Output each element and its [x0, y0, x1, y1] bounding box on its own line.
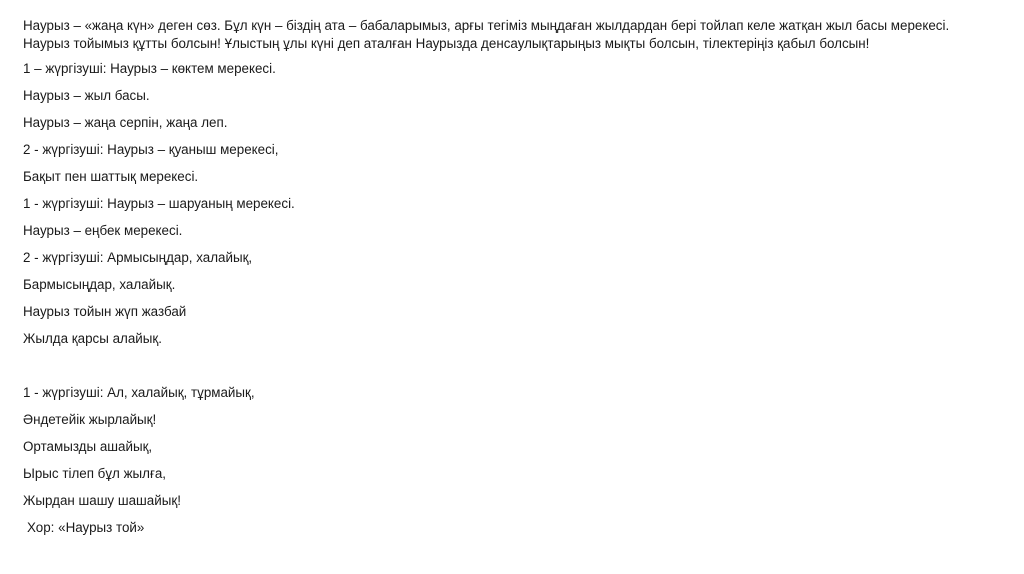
line-host2-greeting: 2 - жүргізуші: Армысыңдар, халайық,: [23, 250, 253, 265]
line-new-year: Наурыз – жыл басы.: [23, 88, 150, 103]
line-celebration: Наурыз тойын жүп жазбай: [23, 304, 187, 319]
line-sing: Әндетейік жырлайық!: [23, 412, 157, 427]
line-greeting-2: Бармысыңдар, халайық.: [23, 277, 176, 292]
intro-paragraph: [23, 17, 1013, 53]
line-host1-call: 1 - жүргізуші: Ал, халайық, тұрмайық,: [23, 385, 255, 400]
line-choir: Хор: «Наурыз той»: [27, 520, 145, 535]
line-labor: Наурыз – еңбек мерекесі.: [23, 223, 183, 238]
line-welcome-yearly: Жылда қарсы алайық.: [23, 331, 162, 346]
line-host1-spring: 1 – жүргізуші: Наурыз – көктем мерекесі.: [23, 61, 276, 76]
line-happiness: Бақыт пен шаттық мерекесі.: [23, 169, 199, 184]
intro-line-2: Наурыз тойымыз құтты болсын! Ұлыстың ұлы күні деп аталған Наурызда денсаулықтарыңыз мықты болсын, тілектеріңіз қабыл болсын!: [23, 36, 870, 51]
line-host2-joy: 2 - жүргізуші: Наурыз – қуаныш мерекесі,: [23, 142, 279, 157]
line-new-impulse: Наурыз – жаңа серпін, жаңа леп.: [23, 115, 228, 130]
line-host1-farmer: 1 - жүргізуші: Наурыз – шаруаның мерекесі.: [23, 196, 295, 211]
line-open-circle: Ортамызды ашайық,: [23, 439, 153, 454]
line-shashu: Жырдан шашу шашайық!: [23, 493, 181, 508]
intro-line-1: Наурыз – «жаңа күн» деген сөз. Бұл күн – біздің ата – бабаларымыз, арғы тегіміз мыңдаған жылдардан бері тойлап келе жатқан жыл басы мерекесі.: [23, 18, 950, 33]
line-wish: Ырыс тілеп бұл жылға,: [23, 466, 167, 481]
